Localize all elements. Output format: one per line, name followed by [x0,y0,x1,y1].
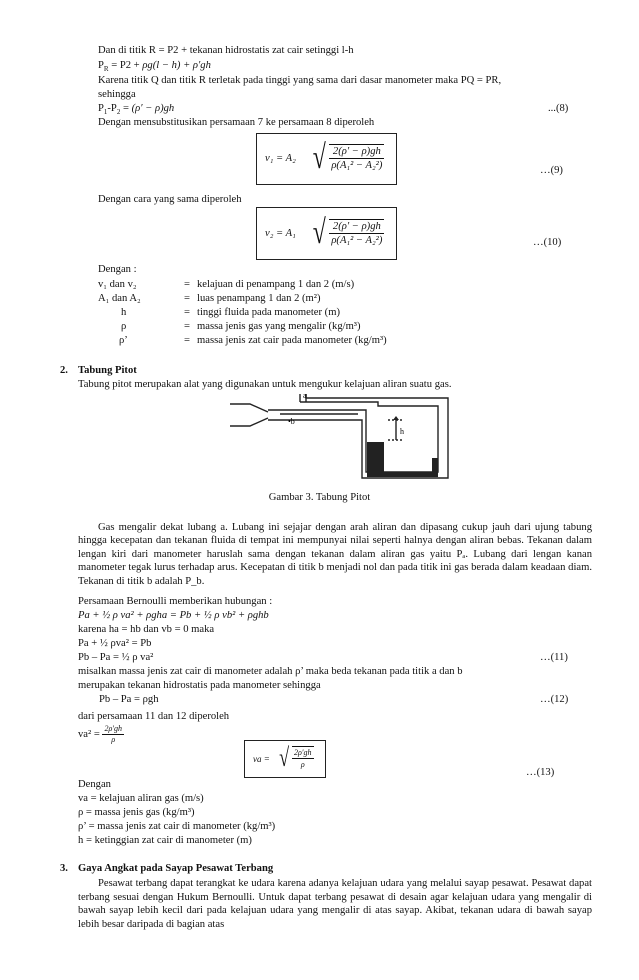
def-text: tinggi fluida pada manometer (m) [197,307,340,318]
figure-caption: Gambar 3. Tabung Pitot [268,492,371,503]
va2-numerator: 2ρ′gh [104,724,123,733]
figure-label-b: •b [288,417,295,426]
equation-tag-8: ...(8) [548,103,569,114]
def-symbol: h [121,307,127,318]
section-3-paragraph: Pesawat terbang dapat terangkat ke udara karena adanya kelajuan udara yang melalui sayap pesawat. Pesawat dapat terbang sesuai dengan Hukum Bernoulli. Untuk dapat terbang pesawat di desain agar kelajuan udara yang mengalir di bawah sayap lebih kecil dari pada kelajuan udara yang mengalir di atas sayap. Akibat, tekanan udara di bawah sayap lebih besar daripada di bagian atas [78,878,592,930]
equation-box-10 [256,207,397,260]
section-3-title: Gaya Angkat pada Sayap Pesawat Terbang [78,863,274,874]
bernoulli-intro: Persamaan Bernoulli memberikan hubungan : [78,596,273,607]
def-symbol: ρ [121,321,127,332]
line-pb-pa-rhogh: Pb – Pa = ρgh [99,694,159,705]
equation-tag-11: …(11) [540,652,568,663]
section-2-paragraph: Gas mengalir dekat lubang a. Lubang ini sejajar dengan arah aliran dan dipasang cukup jauh dari ujung tabung hingga kecepatan dan tekanan fluida di tempat ini mempunyai nilai seperti halnya dengan aliran bebas. Tekanan dalam lengan kiri dari manometer haruslah sama dengan tekanan dalam aliran gas yaitu Pₐ. Lubang dari lengan kanan manometer tegak lurus terhadap arus. Kecepatan di titik b menjadi nol dan pada titik ini gas berada dalam keadaan diam. Tekanan di titik b adalah P_b. [78,522,592,587]
text-line-karena: Karena titik Q dan titik R terletak pada tinggi yang sama dari dasar manometer maka PQ = PR, [98,75,502,86]
section-2-title: Tabung Pitot [78,365,137,376]
eq10-root [310,214,384,252]
def-equals: = [184,335,190,346]
line-merupakan: merupakan tekanan hidrostatis pada manometer sehingga [78,680,321,691]
def-symbol: v₁ dan v₂ [98,279,137,290]
def-symbol: ρ’ [119,335,128,346]
equation-box-13 [244,740,326,778]
eq9-denominator: ρ(A₁² − A₂²) [331,160,383,171]
pr-subscript: R [103,65,109,74]
pitot-tube-figure [228,392,456,482]
equation-tag-9: …(9) [540,165,563,176]
pr-math: ρg(l − h) + ρ′gh [142,60,211,71]
def-h: h = ketinggian zat cair di manometer (m) [78,835,252,846]
def-text: massa jenis gas yang mengalir (kg/m³) [197,321,361,332]
line-pb-pa-half: Pb – Pa = ½ ρ va² [78,652,154,663]
eq10-numerator: 2(ρ′ − ρ)gh [329,219,384,234]
line-pa-pb: Pa + ½ ρva² = Pb [78,638,152,649]
line-misalkan: misalkan massa jenis zat cair di manometer adalah ρ’ maka beda tekanan pada titik a dan b [78,666,463,677]
sqrt-icon: √ [312,214,326,251]
def-rho: ρ = massa jenis gas (kg/m³) [78,807,195,818]
equation-tag-12: …(12) [540,694,569,705]
va-lhs: va = [253,754,270,764]
equation-p1-p2 [98,102,174,115]
p-equals: = [120,103,132,114]
line-dengan: Dengan [78,779,111,790]
figure-label-a: a [303,392,307,400]
equation-va-squared [78,724,124,745]
text-line-sehingga: sehingga [98,89,136,100]
eq9-numerator: 2(ρ′ − ρ)gh [329,144,384,159]
figure-label-h: h [400,427,404,436]
equation-tag-10: …(10) [533,237,562,248]
def-symbol: A₁ dan A₂ [98,293,141,304]
va2-lhs: va² = [78,729,100,740]
equation-tag-13: …(13) [526,767,555,778]
def-text: luas penampang 1 dan 2 (m²) [197,293,321,304]
va2-denominator: ρ [111,735,116,744]
def-text: massa jenis zat cair pada manometer (kg/m³) [197,335,387,346]
def-equals: = [184,321,190,332]
text-line-hydrostatic: Dan di titik R = P2 + tekanan hidrostatis zat cair setinggi l-h [98,45,354,56]
va-numerator: 2ρ′gh [293,748,312,757]
def-va: va = kelajuan aliran gas (m/s) [78,793,204,804]
section-3-number: 3. [60,863,68,874]
eq10-denominator: ρ(A₁² − A₂²) [331,235,383,246]
equation-box-9 [256,133,397,185]
section-2-intro: Tabung pitot merupakan alat yang digunakan untuk mengukur kelajuan aliran suatu gas. [78,379,452,390]
def-equals: = [184,307,190,318]
text-line-substitusi: Dengan mensubstitusikan persamaan 7 ke persamaan 8 diperoleh [98,117,375,128]
p-math: (ρ′ − ρ)gh [131,103,175,114]
sqrt-icon: √ [279,743,290,772]
va2-fraction [102,724,124,745]
p2-sub: 2 [116,108,121,117]
text-line-cara-sama: Dengan cara yang sama diperoleh [98,194,242,205]
pr-equals: = P2 + [108,60,143,71]
def-equals: = [184,293,190,304]
va-root [277,743,314,773]
sqrt-icon: √ [312,139,326,176]
line-karena: karena ha = hb dan vb = 0 maka [78,624,215,635]
line-dari: dari persamaan 11 dan 12 diperoleh [78,711,230,722]
def-rho-prime: ρ’ = massa jenis zat cair di manometer (kg/m³) [78,821,276,832]
eq10-lhs: v₂ = A₁ [265,228,296,239]
p2-symbol: -P [107,103,117,114]
definitions-heading: Dengan : [98,264,137,275]
section-2-number: 2. [60,365,68,376]
equation-pr [98,59,211,72]
va-fraction [292,746,314,770]
def-equals: = [184,279,190,290]
p1-symbol: P [98,103,104,114]
eq9-root [310,139,384,177]
va-denominator: ρ [300,760,305,769]
bernoulli-equation: Pa + ½ ρ va² + ρgha = Pb + ½ ρ vb² + ρghb [78,610,269,621]
def-text: kelajuan di penampang 1 dan 2 (m/s) [197,279,355,290]
eq9-lhs: v₁ = A₂ [265,153,296,164]
eq10-fraction [329,219,384,247]
p1-sub: 1 [103,108,108,117]
pr-symbol: P [98,60,104,71]
eq9-fraction [329,144,384,172]
